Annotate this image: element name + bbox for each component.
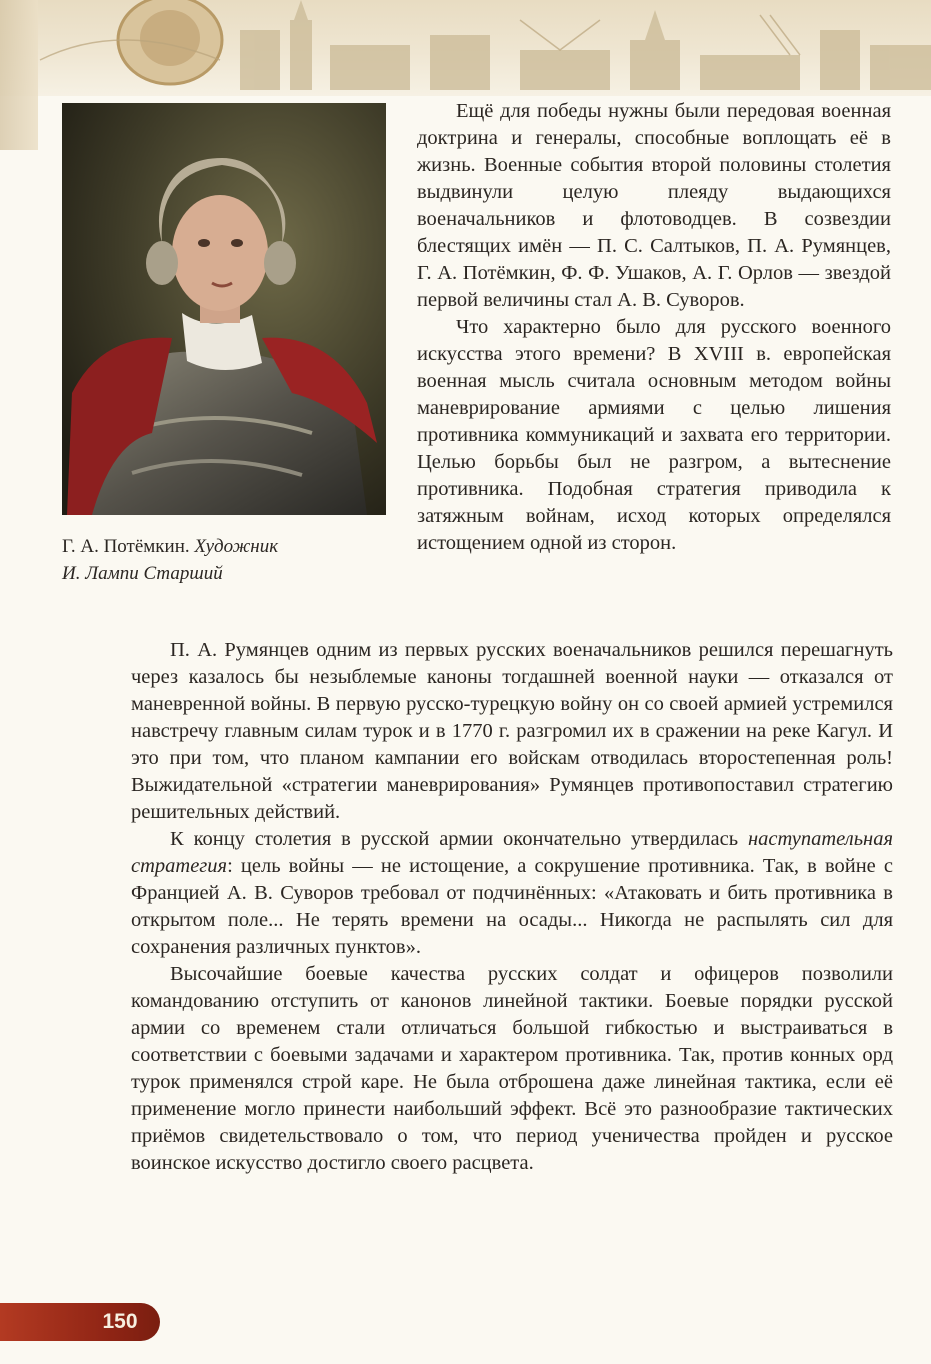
portrait-caption [62, 533, 392, 587]
left-decorative-strip [0, 0, 38, 150]
column-text [417, 98, 891, 557]
header-illustration-icon [0, 0, 931, 96]
paragraph-offensive-strategy [131, 826, 893, 961]
offensive-text-before: К концу столетия в русской армии окончательно утвердилась [170, 828, 748, 850]
paragraph-military-art: Что характерно было для русского военного искусства этого времени? В XVIII в. европейская военная мысль считала основным методом войны маневрирование армиями с целью лишения противника коммуникаций и захвата его территории. Целью борьбы был не разгром, а вытеснение противника. Подобная стратегия приводила к затяжным войнам, исход которых определялся истощением одной из сторон. [417, 316, 891, 554]
offensive-strategy-term: наступательная стратегия [131, 828, 893, 877]
paragraph-doctrine: Ещё для победы нужны были передовая военная доктрина и генералы, способные воплощать её в жизнь. Военные события второй половины столетия выдвинули целую плеяду выдающихся военачальников и флотоводцев. В созвездии блестящих имён — П. С. Салтыков, П. А. Румянцев, Г. А. Потёмкин, Ф. Ф. Ушаков, А. Г. Орлов — звездой первой величины стал А. В. Суворов. [417, 100, 891, 311]
caption-artist-line1: Художник [194, 536, 279, 557]
page-number: 150 [102, 1310, 138, 1333]
full-width-text [131, 637, 893, 1177]
paragraph-rumyantsev: П. А. Румянцев одним из первых русских военачальников решился перешагнуть через казалось бы незыблемые каноны тогдашней военной науки — отказался от маневренной войны. В первую русско-турецкую войну он со своей армией устремился навстречу главным силам турок и в 1770 г. разгромил их в сражении на реке Кагул. И это при том, что планом кампании его войскам отводилась второстепенная роль! Выжидательной «стратегии маневрирования» Румянцев противопоставил стратегию решительных действий. [131, 639, 893, 823]
paragraph-tactics: Высочайшие боевые качества русских солдат и офицеров позволили командованию отступить от канонов линейной тактики. Боевые порядки русской армии со временем стали отличаться большой гибкостью и выстраиваться в соответствии с боевыми задачами и характером противника. Так, против конных орд турок применялся строй каре. Не была отброшена даже линейная тактика, если её применение могло принести наибольший эффект. Всё это разнообразие тактических приёмов свидетельствовало о том, что период ученичества пройден и русское воинское искусство достигло своего расцвета. [131, 963, 893, 1174]
caption-name: Г. А. Потёмкин. [62, 536, 190, 557]
potemkin-portrait-image [62, 103, 386, 515]
caption-artist-line2: И. Лампи Старший [62, 563, 223, 584]
decorative-header-banner [0, 0, 931, 96]
offensive-text-after: : цель войны — не истощение, а сокрушение противника. Так, в войне с Францией А. В. Суворов требовал от подчинённых: «Атаковать и бить противника в открытом поле... Не терять времени на осады... Никогда не распылять сил для сохранения различных пунктов». [131, 855, 893, 958]
